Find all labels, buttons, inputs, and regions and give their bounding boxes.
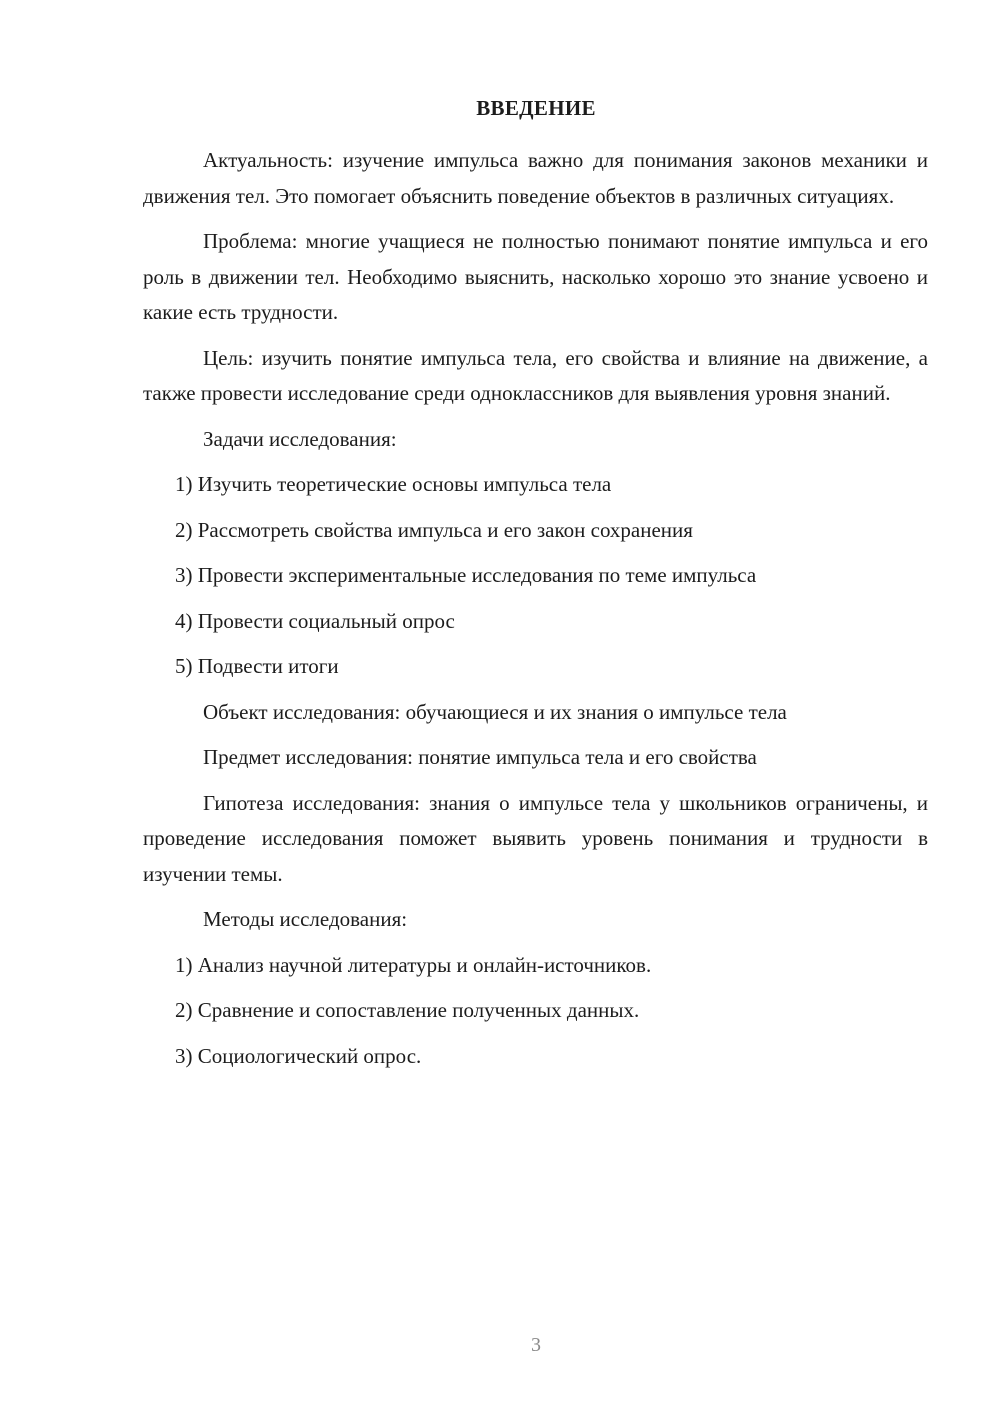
page-number: 3 (531, 1334, 541, 1356)
document-body (143, 143, 928, 1084)
method-item: 3) Социологический опрос. (175, 1043, 422, 1068)
task-item: 3) Провести экспериментальные исследования по теме импульса (175, 563, 757, 587)
goal-paragraph: Цель: изучить понятие импульса тела, его свойства и влияние на движение, а также провести исследование среди одноклассников для выявления уровня знаний. (143, 345, 928, 405)
hypothesis-paragraph: Гипотеза исследования: знания о импульсе тела у школьников ограничены, и проведение исследования поможет выявить уровень понимания и трудности в изучении темы. (143, 790, 928, 886)
relevance-paragraph: Актуальность: изучение импульса важно для понимания законов механики и движения тел. Это помогает объяснить поведение объектов в различных ситуациях. (143, 148, 928, 208)
task-item: 1) Изучить теоретические основы импульса тела (175, 472, 612, 496)
research-subject: Предмет исследования: понятие импульса тела и его свойства (203, 745, 757, 769)
research-object: Объект исследования: обучающиеся и их знания о импульсе тела (203, 699, 787, 724)
problem-paragraph: Проблема: многие учащиеся не полностью понимают понятие импульса и его роль в движении тел. Необходимо выяснить, насколько хорошо это знание усвоено и какие есть трудности. (143, 229, 928, 324)
task-item: 2) Рассмотреть свойства импульса и его закон сохранения (175, 517, 693, 542)
method-item: 2) Сравнение и сопоставление полученных данных. (175, 998, 640, 1022)
task-item: 4) Провести социальный опрос (175, 608, 455, 633)
tasks-heading: Задачи исследования: (203, 426, 397, 451)
task-item: 5) Подвести итоги (175, 654, 339, 678)
page-title: ВВЕДЕНИЕ (476, 96, 596, 120)
methods-heading: Методы исследования: (203, 907, 408, 931)
method-item: 1) Анализ научной литературы и онлайн-источников. (175, 952, 652, 977)
